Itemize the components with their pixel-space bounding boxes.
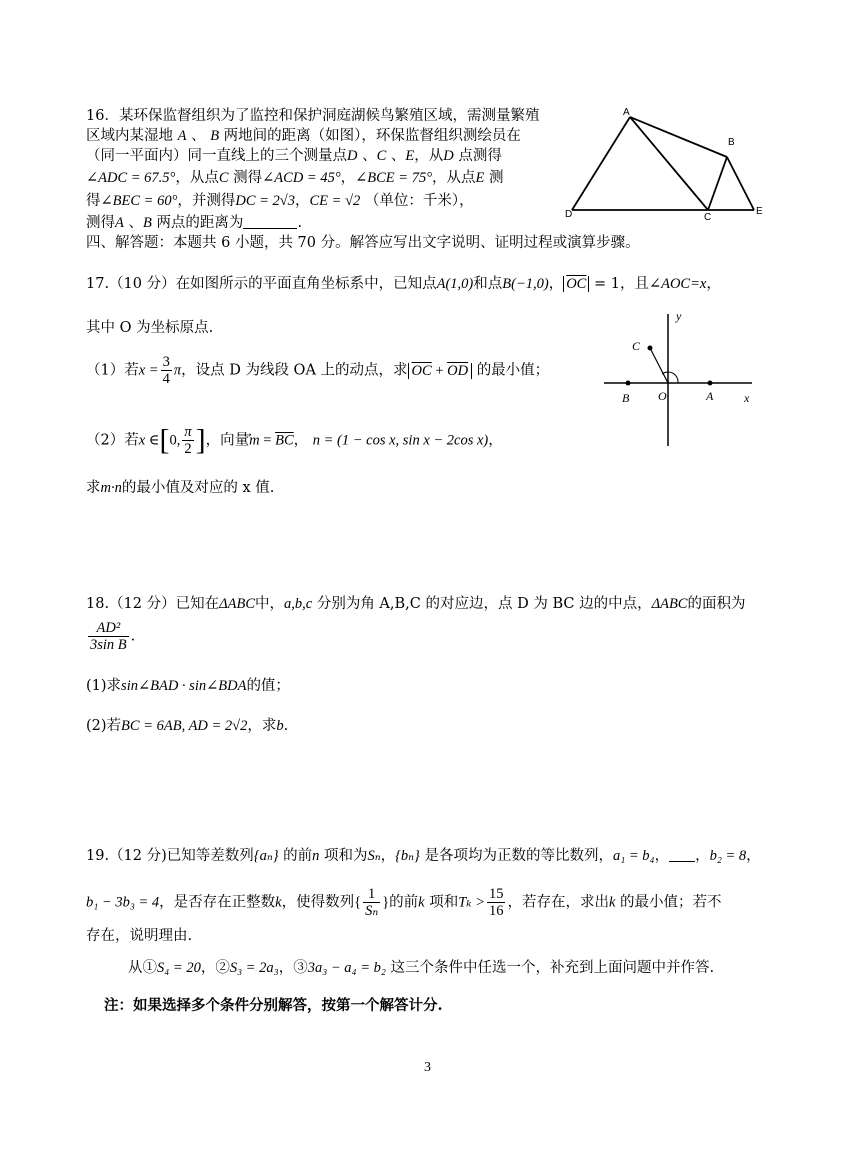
label-d: D: [565, 209, 573, 220]
q17-line-1: [86, 274, 721, 294]
abs-oc: [563, 276, 589, 292]
q16-formula: CE = √2: [309, 193, 361, 209]
q16-text: ，从点: [175, 170, 219, 186]
q19-note: [104, 996, 443, 1016]
vector-oc: $\overline{OC}$: [411, 362, 432, 379]
q19-text: 是各项均为正数的等比数列，: [424, 848, 613, 864]
fraction: [363, 886, 380, 919]
q16-formula: ∠ADC = 67.5°: [86, 170, 176, 186]
q16-figure: [560, 100, 770, 225]
q18-fraction-line: [86, 620, 135, 653]
q16-var: D: [443, 148, 454, 164]
q16-formula: ∠BEC = 60°: [100, 193, 178, 209]
label-y: y: [676, 309, 682, 323]
denominator: 2: [184, 441, 192, 457]
q17-formula: x ∈: [138, 432, 160, 449]
label-c: C: [704, 212, 712, 223]
q18-formula: b: [276, 718, 284, 734]
q17-text: （2）若: [86, 432, 139, 449]
numerator: π: [184, 424, 192, 440]
q18-text: 的值；: [246, 678, 290, 694]
q16-text: .: [297, 215, 303, 231]
q17-text: 17.（10 分）在如图所示的平面直角坐标系中，已知点: [86, 276, 437, 292]
q19-text: ，③: [278, 960, 308, 976]
q19-text: 的前: [389, 894, 419, 911]
q19-text: ，使得数列: [281, 894, 355, 911]
q17-text: 和点: [473, 276, 503, 292]
q16-text: 测得: [233, 170, 263, 186]
label-x: x: [744, 391, 750, 405]
q16-line-5: [86, 191, 474, 211]
q16-text: 、: [191, 128, 206, 144]
q18-text: (2)若: [86, 718, 122, 734]
q19-formula: k: [418, 894, 425, 911]
segment-ac: [630, 117, 708, 210]
numerator: 3: [162, 354, 170, 370]
q16-formula: DC = 2√3: [235, 193, 296, 209]
q19-text: 项和: [429, 894, 459, 911]
q17-formula: B(−1,0): [502, 276, 549, 292]
q19-formula: b₁ − 3b₃ = 4: [86, 894, 160, 911]
q17-text: 的最小值及对应的 x 值.: [121, 480, 275, 496]
condition-blank[interactable]: [669, 849, 695, 862]
q19-line-3: [86, 926, 192, 946]
q17-text: ，: [706, 276, 721, 292]
q17-text: （1）若: [86, 362, 139, 379]
q18-text: 18.（12 分）已知在: [86, 596, 220, 612]
q19-line-2: [86, 886, 722, 919]
q17-formula: x =: [138, 362, 159, 379]
q16-text: ，从点: [432, 170, 476, 186]
fraction: [487, 886, 506, 919]
q19-text: ，: [746, 848, 761, 864]
q16-var: C: [376, 148, 387, 164]
q17-part-1: [86, 354, 549, 387]
q18-text: ，求: [247, 718, 277, 734]
q18-part-1: [86, 676, 290, 696]
q16-text: ，: [340, 170, 356, 186]
denominator: 4: [162, 371, 170, 387]
section-text: 四、解答题：本题共 6 小题，共 70 分。解答应写出文字说明、证明过程或演算步骤。: [86, 235, 640, 251]
q19-text: ，: [695, 848, 710, 864]
fraction: [182, 424, 193, 457]
fraction: [161, 354, 172, 387]
q16-var: B: [210, 128, 220, 144]
q19-text: ，是否存在正整数: [159, 894, 276, 911]
q16-var: D: [347, 148, 358, 164]
q17-text: 求: [86, 480, 101, 496]
q19-formula: S₃ = 2a₃: [229, 960, 279, 976]
q16-text: 得: [86, 193, 101, 209]
section-4-heading: [86, 233, 640, 253]
q18-text: .: [283, 718, 289, 734]
vector-oc: $\overline{OC}$: [566, 276, 587, 292]
brace: }: [382, 894, 390, 911]
segment-ab: [630, 117, 727, 157]
q16-text: 点测得: [458, 148, 502, 164]
q17-text: 的最小值；: [476, 362, 550, 379]
q19-line-4: [128, 958, 714, 978]
answer-blank[interactable]: [243, 214, 297, 229]
q16-text: 16．某环保监督组织为了监控和保护洞庭湖候鸟繁殖区域，需测量繁殖: [86, 108, 540, 124]
q18-formula: a,b,c: [284, 596, 313, 612]
q19-formula: k: [275, 894, 282, 911]
q16-text: 测: [488, 170, 504, 186]
q16-text: ，从: [414, 148, 444, 164]
q18-text: 分别为角 A,B,C 的对应边，点 D 为 BC 边的中点，: [316, 596, 652, 612]
q19-text: 这三个条件中任选一个，补充到上面问题中并作答.: [390, 960, 715, 976]
q16-text: 区域内某湿地: [86, 128, 173, 144]
q17-formula: m·n: [100, 480, 122, 496]
denominator: 3sin B: [90, 637, 127, 653]
q18-line-1: [86, 594, 745, 614]
q17-text: ，: [293, 432, 309, 449]
q17-text: ，向量: [205, 432, 250, 449]
q16-var: C: [218, 170, 229, 186]
q16-text: （同一平面内）同一直线上的三个测量点: [86, 148, 347, 164]
q16-text: 两点的距离为: [156, 215, 244, 231]
q17-figure: [600, 308, 760, 448]
q16-line-2: [86, 126, 521, 146]
numerator: 15: [488, 886, 504, 902]
q19-formula: Sₙ: [367, 848, 381, 864]
q18-part-2: [86, 716, 288, 736]
q18-text: .: [130, 628, 136, 645]
q19-formula: b₂ = 8: [709, 848, 747, 864]
q19-line-1: [86, 846, 761, 866]
bracket-left: [: [159, 423, 170, 457]
label-o: O: [658, 389, 667, 403]
segment-bc: [708, 157, 727, 210]
point-a: [708, 381, 713, 386]
q19-formula: 3a₃ − a₄ = b₂: [307, 960, 386, 976]
q17-text: = 1，且: [593, 276, 649, 292]
q18-formula: BC = 6AB, AD = 2√2: [121, 718, 248, 734]
var-m: m: [249, 432, 260, 449]
q19-text: ，②: [200, 960, 230, 976]
vector-bc: $\overline{BC}$: [275, 432, 294, 449]
q18-formula: ΔABC: [651, 596, 688, 612]
fraction: [88, 620, 129, 653]
q17-formula: ∠AOC=x: [648, 276, 707, 292]
q18-text: 中，: [255, 596, 285, 612]
q19-text: 从①: [128, 960, 157, 976]
label-e: E: [756, 206, 763, 217]
q18-formula: sin∠BAD · sin∠BDA: [121, 678, 247, 694]
q17-part-2: [86, 424, 503, 457]
angle-arc: [662, 372, 678, 383]
q19-text: 存在，说明理由.: [86, 928, 193, 944]
q19-text: 项和为: [323, 848, 368, 864]
vector-m: [249, 433, 259, 449]
q19-formula: S₄ = 20: [157, 960, 201, 976]
q16-line-4: [86, 168, 503, 188]
q16-text: ，并测得: [177, 193, 236, 209]
q19-formula: {aₙ}: [253, 848, 279, 864]
segment-ad: [572, 117, 630, 210]
q19-formula: n: [312, 848, 320, 864]
q16-var: E: [475, 170, 485, 186]
q16-var: A: [115, 215, 124, 231]
q17-formula: A(1,0): [436, 276, 474, 292]
segment-oc: [650, 348, 668, 383]
q16-var: A: [177, 128, 187, 144]
q17-line-2: [86, 318, 213, 338]
q17-line-3: [86, 478, 274, 498]
denominator: 16: [488, 903, 504, 919]
q17-text: ，: [488, 432, 503, 449]
q17-formula: π: [173, 362, 182, 379]
q19-text: 19.（12 分)已知等差数列: [86, 848, 254, 864]
q16-text: （单位：千米），: [364, 193, 474, 209]
vector-od: $\overline{OD}$: [447, 362, 469, 379]
q18-formula: ΔABC: [219, 596, 256, 612]
q17-text: ，设点 D 为线段 OA 上的动点，求: [181, 362, 408, 379]
q16-line-6: 测得A 、B 两点的距离为 .: [86, 215, 303, 231]
q16-text: 测得: [86, 215, 115, 231]
q16-line-1: [86, 106, 539, 126]
page-number: 3: [424, 1060, 431, 1075]
abs-oc-od: [408, 363, 473, 379]
q19-text: 的最小值；若不: [620, 894, 722, 911]
numerator: AD²: [88, 620, 129, 637]
label-a: A: [623, 107, 630, 118]
q18-text: 的面积为: [687, 596, 746, 612]
q19-formula: a₁ = b₄: [612, 848, 655, 864]
q19-formula: Tₖ >: [458, 894, 485, 911]
q16-line-3: （同一平面内）同一直线上的三个测量点D 、C 、E，从D 点测得: [86, 148, 502, 164]
q17-text: ，: [548, 276, 564, 292]
numerator: 1: [363, 886, 380, 903]
q19-formula: k: [608, 894, 616, 911]
q16-var: E: [405, 148, 415, 164]
q16-formula: ∠BCE = 75°: [355, 170, 432, 186]
denominator: Sₙ: [365, 903, 379, 919]
q18-text: (1)求: [86, 678, 122, 694]
q19-text: ，若存在，求出: [507, 894, 609, 911]
plus: +: [431, 362, 448, 379]
segment-be: [727, 157, 754, 210]
note-text: 注：如果选择多个条件分别解答，按第一个解答计分.: [104, 997, 443, 1014]
label-b: B: [622, 391, 630, 405]
q16-text: 两地间的距离（如图），环保监督组织测绘员在: [223, 128, 521, 144]
q17-text: 其中 O 为坐标原点.: [86, 320, 214, 336]
equals: =: [259, 432, 276, 449]
q16-var: B: [142, 215, 152, 231]
label-a: A: [706, 389, 714, 403]
q19-text: 的前: [283, 848, 313, 864]
brace: {: [354, 894, 362, 911]
q19-text: ，: [654, 848, 670, 864]
bracket-right: ]: [195, 423, 206, 457]
q16-text: ，: [295, 193, 310, 209]
label-b: B: [728, 137, 735, 148]
q17-formula: 0,: [169, 432, 181, 449]
q19-text: ，: [380, 848, 396, 864]
q17-formula: n = (1 − cos x, sin x − 2cos x): [312, 432, 489, 449]
label-c: C: [632, 339, 641, 353]
q16-formula: ∠ACD = 45°: [262, 170, 341, 186]
point-b: [626, 381, 631, 386]
point-c: [648, 346, 653, 351]
q19-formula: {bₙ}: [395, 848, 420, 864]
